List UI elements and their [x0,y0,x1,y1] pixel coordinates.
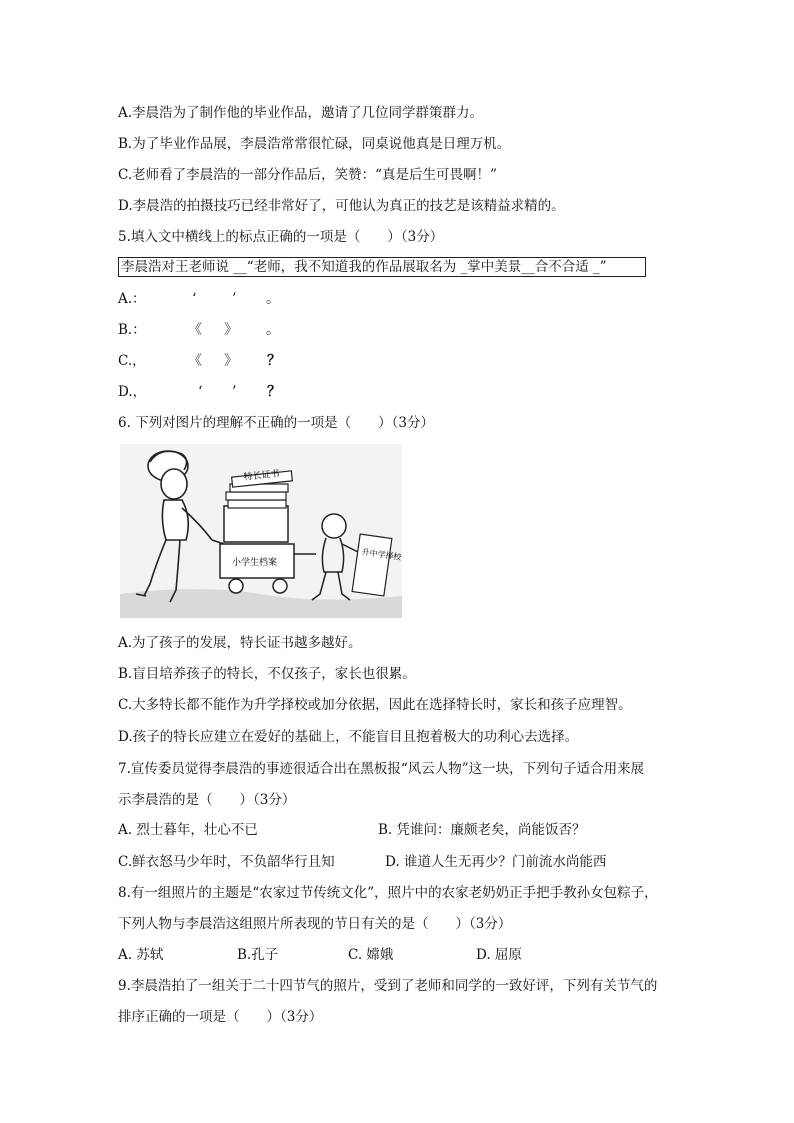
q5-option-a-label: A.： [118,291,146,307]
q5-option-c-label: C.， [118,353,146,369]
q8-option-c: C. 嫦娥 [348,947,394,963]
q4-option-a: A.李晨浩为了制作他的毕业作品，邀请了几位同学群策群力。 [118,105,484,121]
q5-option-c-mark3: ？ [267,353,281,369]
q5-option-c-mark1: 《 [188,353,202,369]
q7-option-b: B. 凭谁问：廉颇老矣，尚能饭否？ [378,822,586,838]
q8-option-b: B.孔子 [237,947,279,963]
q5-stem: 5.填入文中横线上的标点正确的一项是（ ）（3分） [118,229,444,245]
q7-stem-line2: 示李晨浩的是（ ）（3分） [118,792,296,808]
q9-stem-line1: 9.李晨浩拍了一组关于二十四节气的照片，受到了老师和同学的一致好评，下列有关节气的 [118,978,658,994]
certificate-label: 特长证书 [243,469,281,483]
q5-option-b-label: B.： [118,322,146,338]
q5-option-d-label: D.， [118,384,147,400]
q6-option-d: D.孩子的特长应建立在爱好的基础上，不能盲目且抱着极大的功利心去选择。 [118,729,579,745]
q7-option-c: C.鲜衣怒马少年时，不负韶华行且知 [118,854,335,870]
q5-passage-box: 李晨浩对王老师说 __“老师，我不知道我的作品展取名为 _掌中美景__合不合适 _” [118,257,646,277]
q6-option-c: C.大多特长都不能作为升学择校或加分依据，因此在选择特长时，家长和孩子应理智。 [118,697,632,713]
q4-option-d: D.李晨浩的拍摄技巧已经非常好了，可他认为真正的技艺是该精益求精的。 [118,198,565,214]
q8-stem-line2: 下列人物与李晨浩这组照片所表现的节日有关的是（ ）（3分） [118,916,512,932]
cartoon-illustration [120,444,402,618]
q8-option-a: A. 苏轼 [118,947,164,963]
cart-label: 小学生档案 [232,558,278,568]
q5-option-a-mark1: ‘ [192,291,197,307]
sign-label: 升中学择校 [361,547,402,562]
q8-stem-line1: 8.有一组照片的主题是“农家过节传统文化”，照片中的农家老奶奶正手把手教孙女包粽子， [118,885,658,901]
q5-option-c-mark2: 》 [224,353,238,369]
q7-stem-line1: 7.宣传委员觉得李晨浩的事迹很适合出在黑板报“风云人物”这一块，下列句子适合用来展 [118,761,645,777]
q9-stem-line2: 排序正确的一项是（ ）（3分） [118,1009,323,1025]
q5-option-d-mark3: ？ [267,384,281,400]
q6-option-b: B.盲目培养孩子的特长，不仅孩子，家长也很累。 [118,666,416,682]
q4-option-b: B.为了毕业作品展，李晨浩常常很忙碌，同桌说他真是日理万机。 [118,136,511,152]
q5-option-a-mark2: ’ [232,291,237,307]
q5-option-b-mark3: 。 [266,322,280,338]
q7-option-a: A. 烈士暮年，壮心不已 [118,822,258,838]
q8-option-d: D. 屈原 [476,947,522,963]
q6-option-a: A.为了孩子的发展，特长证书越多越好。 [118,635,362,651]
q5-option-b-mark2: 》 [224,322,238,338]
q6-stem: 6. 下列对图片的理解不正确的一项是（ ）（3分） [118,415,435,431]
q4-option-c: C.老师看了李晨浩的一部分作品后，笑赞：“真是后生可畏啊！” [118,167,497,183]
q5-option-d-mark2: ’ [232,384,237,400]
q5-option-b-mark1: 《 [188,322,202,338]
q5-option-a-mark3: 。 [266,291,280,307]
q5-option-d-mark1: ‘ [198,384,203,400]
q7-option-d: D. 谁道人生无再少？门前流水尚能西 [385,854,607,870]
